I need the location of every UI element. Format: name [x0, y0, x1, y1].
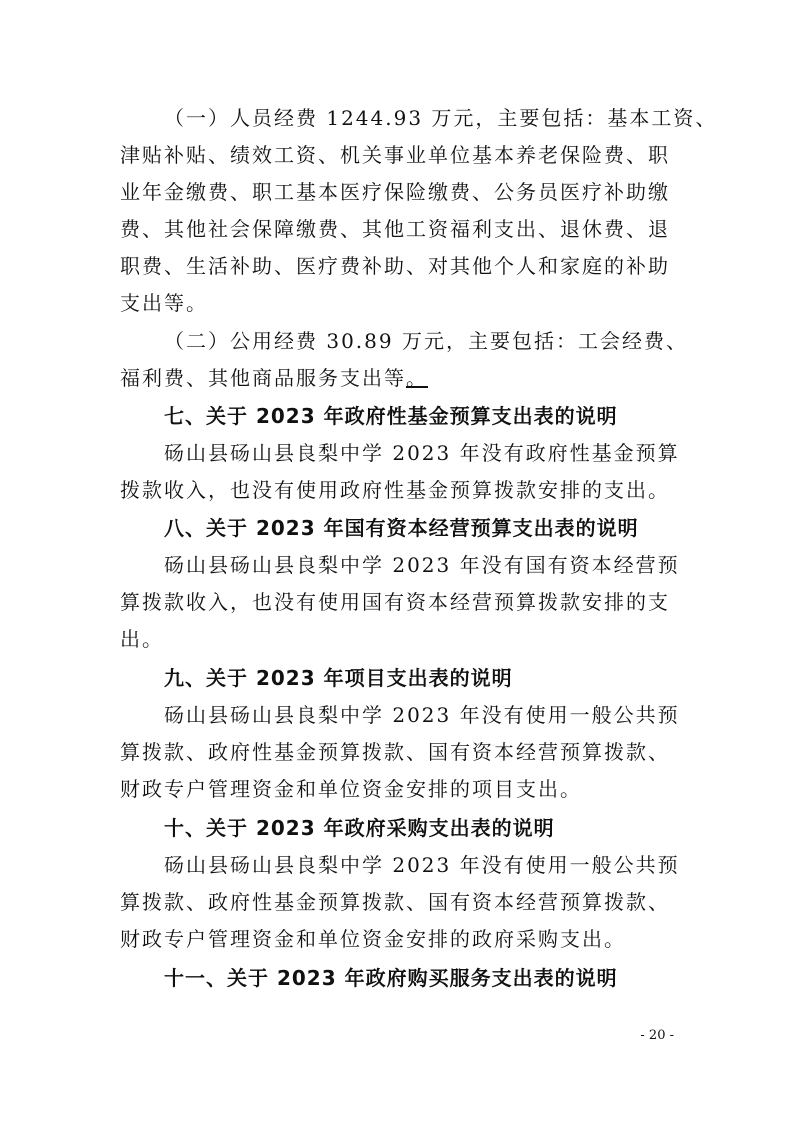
section-7-heading: 七、关于 2023 年政府性基金预算支出表的说明: [164, 404, 618, 428]
section-8-body: [120, 547, 680, 658]
section-8-heading: 八、关于 2023 年国有资本经营预算支出表的说明: [164, 516, 639, 540]
public-expense-paragraph: [120, 323, 688, 397]
paragraph-line: （一）人员经费 1244.93 万元，主要包括：基本工资、: [164, 106, 718, 130]
paragraph-line: 砀山县砀山县良梨中学 2023 年没有国有资本经营预: [164, 553, 680, 577]
paragraph-line: 支出等。: [120, 291, 208, 315]
underlined-period: 。: [406, 366, 428, 390]
page-number: - 20 -: [640, 1028, 674, 1043]
paragraph-line: 费、其他社会保障缴费、其他工资福利支出、退休费、退: [120, 217, 670, 241]
section-10-body: [120, 847, 680, 958]
section-10-heading: 十、关于 2023 年政府采购支出表的说明: [164, 816, 555, 840]
paragraph-text: 福利费、其他商品服务支出等: [120, 366, 406, 390]
paragraph-line: 砀山县砀山县良梨中学 2023 年没有使用一般公共预: [164, 703, 680, 727]
paragraph-line: 算拨款、政府性基金预算拨款、国有资本经营预算拨款、: [120, 740, 670, 764]
paragraph-line: 财政专户管理资金和单位资金安排的项目支出。: [120, 777, 582, 801]
paragraph-line: 业年金缴费、职工基本医疗保险缴费、公务员医疗补助缴: [120, 180, 670, 204]
paragraph-line: 拨款收入，也没有使用政府性基金预算拨款安排的支出。: [120, 478, 670, 502]
section-11-heading: 十一、关于 2023 年政府购买服务支出表的说明: [164, 966, 618, 990]
paragraph-line: 砀山县砀山县良梨中学 2023 年没有政府性基金预算: [164, 441, 680, 465]
personnel-expense-paragraph: [120, 100, 718, 322]
section-7-body: [120, 435, 680, 509]
paragraph-line: [120, 360, 680, 397]
section-9-body: [120, 697, 680, 808]
paragraph-line: 算拨款收入，也没有使用国有资本经营预算拨款安排的支: [120, 590, 670, 614]
paragraph-line: 算拨款、政府性基金预算拨款、国有资本经营预算拨款、: [120, 890, 670, 914]
paragraph-line: 砀山县砀山县良梨中学 2023 年没有使用一般公共预: [164, 853, 680, 877]
paragraph-line: （二）公用经费 30.89 万元，主要包括：工会经费、: [164, 329, 688, 353]
section-9-heading: 九、关于 2023 年项目支出表的说明: [164, 666, 513, 690]
paragraph-line: 出。: [120, 627, 164, 651]
paragraph-line: 财政专户管理资金和单位资金安排的政府采购支出。: [120, 927, 626, 951]
paragraph-line: 津贴补贴、绩效工资、机关事业单位基本养老保险费、职: [120, 143, 670, 167]
paragraph-line: 职费、生活补助、医疗费补助、对其他个人和家庭的补助: [120, 254, 670, 278]
